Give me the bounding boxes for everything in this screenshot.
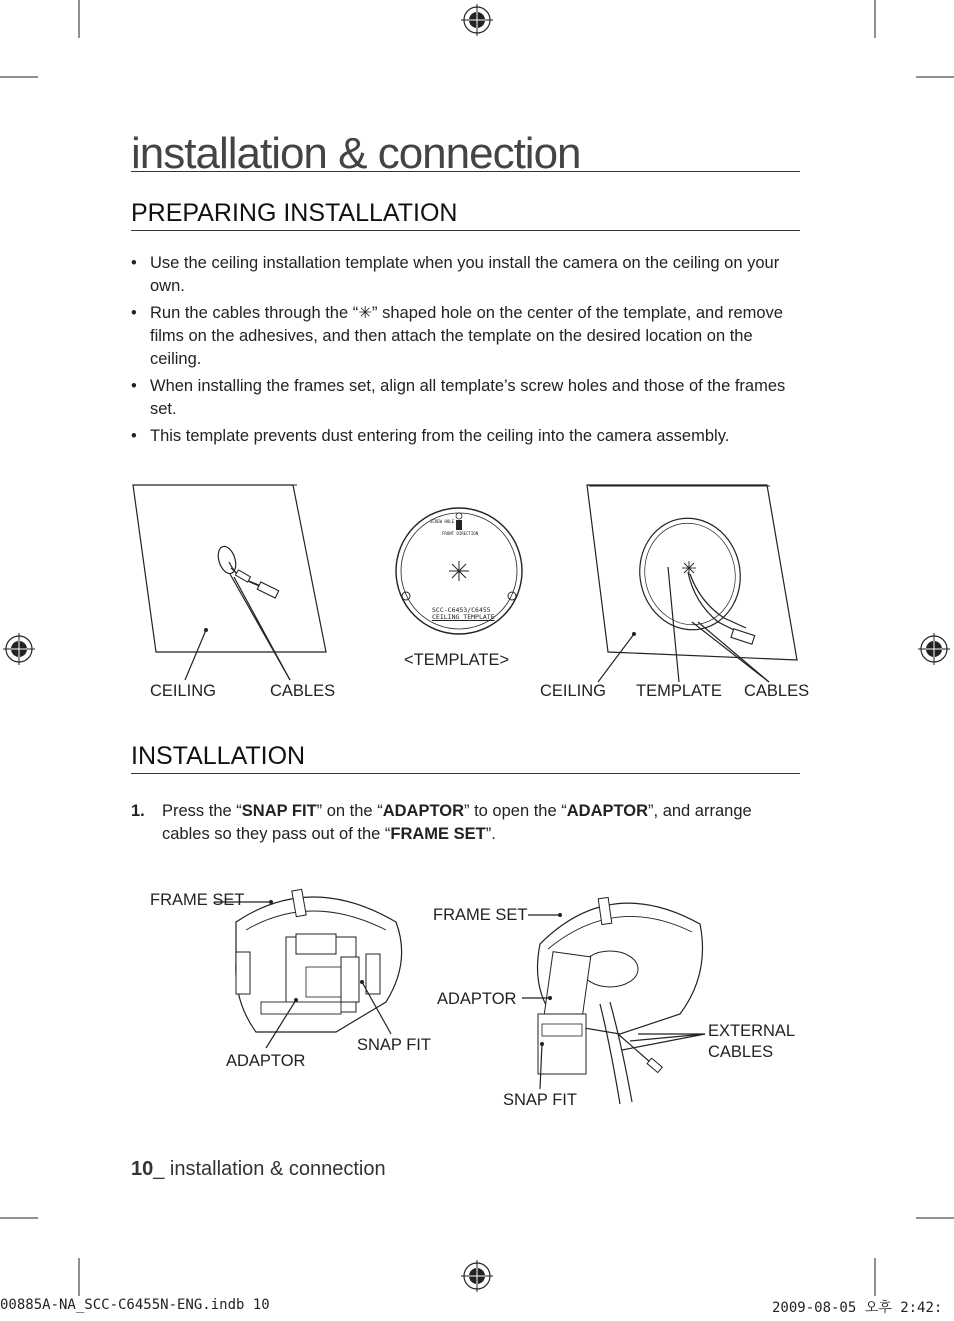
section-rule-preparing [131, 230, 800, 231]
label-adaptor-left: ADAPTOR [226, 1052, 306, 1070]
section-heading-preparing: PREPARING INSTALLATION [131, 199, 458, 227]
page-footer [131, 1158, 386, 1181]
preparing-bullet-list [131, 252, 800, 452]
section-rule-installation [131, 773, 800, 774]
registration-mark-right [918, 633, 950, 665]
bullet-dot: • [131, 427, 137, 445]
ceiling-template-cables-illustration [584, 482, 824, 712]
bullet-text: Use the ceiling installation template when you install the camera on the ceiling on your own. [150, 254, 780, 295]
label-template-caption: <TEMPLATE> [404, 651, 510, 669]
registration-mark-left [3, 633, 35, 665]
template-front-direction-text: FRONT DIRECTION [442, 531, 479, 536]
bullet-item [131, 425, 800, 448]
camera-frame-set-illustration-right [500, 884, 800, 1114]
bullet-item [131, 375, 800, 421]
registration-mark-top [461, 4, 493, 36]
template-screw-hole-text: SCREW HOLE [430, 519, 455, 524]
label-snap-fit-right: SNAP FIT [503, 1091, 577, 1109]
label-external-cables-line2: CABLES [708, 1043, 774, 1061]
label-ceiling-right: CEILING [540, 682, 607, 700]
bullet-item [131, 252, 800, 298]
print-slug-file: 00885A-NA_SCC-C6455N-ENG.indb 10 [0, 1297, 270, 1313]
bullet-item [131, 302, 800, 371]
label-snap-fit-left: SNAP FIT [357, 1036, 431, 1054]
label-cables-right: CABLES [744, 682, 810, 700]
registration-mark-bottom [461, 1260, 493, 1292]
chapter-rule [131, 171, 800, 172]
template-name-text: CEILING TEMPLATE [432, 613, 495, 621]
bullet-text: This template prevents dust entering from the ceiling into the camera assembly. [150, 427, 730, 445]
label-cables-left: CABLES [270, 682, 336, 700]
bullet-text: Run the cables through the “✳” shaped hole on the center of the template, and remove films on the adhesives, and then attach the template on the desired location on the ceiling. [150, 304, 783, 368]
page-footer-title: _ installation & connection [153, 1158, 386, 1180]
label-external-cables-line1: EXTERNAL [708, 1022, 796, 1040]
ceiling-cables-illustration [130, 482, 330, 712]
chapter-title: installation & connection [131, 129, 581, 178]
step-text: Press the “SNAP FIT” on the “ADAPTOR” to open the “ADAPTOR”, and arrange cables so they pass out of the “FRAME SET”. [162, 802, 752, 843]
section-heading-installation: INSTALLATION [131, 742, 306, 770]
label-frame-set-left: FRAME SET [150, 891, 245, 909]
installation-step-1 [131, 800, 800, 846]
label-template-right: TEMPLATE [636, 682, 722, 700]
label-ceiling-left: CEILING [150, 682, 217, 700]
bullet-text: When installing the frames set, align all template’s screw holes and those of the frames set. [150, 377, 786, 418]
template-model-text: SCC-C6453/C6455 [432, 606, 491, 614]
print-slug-date: 2009-08-05 오후 2:42: [772, 1300, 943, 1316]
label-adaptor-right: ADAPTOR [437, 990, 517, 1008]
step-number: 1. [131, 802, 145, 820]
bullet-dot: • [131, 377, 137, 395]
bullet-dot: • [131, 304, 137, 322]
label-frame-set-right: FRAME SET [433, 906, 528, 924]
bullet-dot: • [131, 254, 137, 272]
page-number: 10 [131, 1158, 154, 1180]
